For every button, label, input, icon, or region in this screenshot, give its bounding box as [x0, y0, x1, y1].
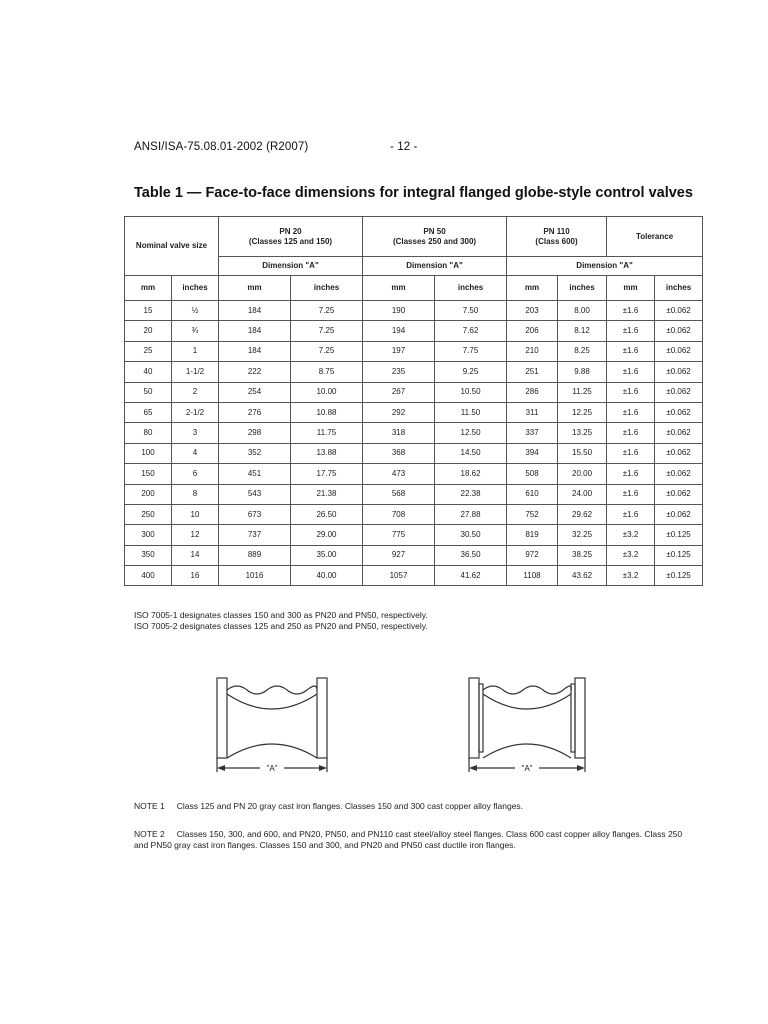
table-cell: 14.50: [435, 443, 507, 463]
table-cell: 25: [125, 341, 172, 361]
table-cell: ±0.062: [655, 504, 703, 524]
table-cell: ±1.6: [607, 341, 655, 361]
table-cell: 20.00: [558, 464, 607, 484]
table-cell: 286: [507, 382, 558, 402]
unit-header: mm: [125, 276, 172, 301]
note-label: NOTE 2: [134, 829, 165, 839]
table-cell: ±0.062: [655, 382, 703, 402]
table-row: [125, 301, 703, 321]
table-cell: ±1.6: [607, 484, 655, 504]
table-cell: 6: [172, 464, 219, 484]
dimension-label: "A": [266, 764, 278, 773]
table-cell: 11.75: [291, 423, 363, 443]
table-cell: 300: [125, 525, 172, 545]
table-cell: 35.00: [291, 545, 363, 565]
table-cell: 7.25: [291, 321, 363, 341]
table-cell: 7.62: [435, 321, 507, 341]
table-cell: ±0.062: [655, 423, 703, 443]
table-cell: ±0.062: [655, 443, 703, 463]
table-cell: ±1.6: [607, 443, 655, 463]
unit-header: inches: [172, 276, 219, 301]
table-cell: 2: [172, 382, 219, 402]
table-cell: 7.25: [291, 341, 363, 361]
table-cell: 3: [172, 423, 219, 443]
table-cell: ±0.062: [655, 321, 703, 341]
table-cell: 29.00: [291, 525, 363, 545]
table-cell: 184: [219, 341, 291, 361]
table-cell: 251: [507, 362, 558, 382]
table-cell: 18.62: [435, 464, 507, 484]
table-cell: 15: [125, 301, 172, 321]
table-cell: 150: [125, 464, 172, 484]
top-wavy-line: [483, 686, 571, 694]
table-cell: 543: [219, 484, 291, 504]
table-row: [125, 566, 703, 586]
unit-header: mm: [507, 276, 558, 301]
table-cell: 8.00: [558, 301, 607, 321]
tolerance-header: Tolerance: [607, 217, 703, 257]
table-cell: 16: [172, 566, 219, 586]
table-cell: ±1.6: [607, 423, 655, 443]
table-cell: ±1.6: [607, 402, 655, 422]
table-cell: 889: [219, 545, 291, 565]
table-cell: 21.38: [291, 484, 363, 504]
left-raised-face: [479, 684, 483, 752]
table-cell: ±0.062: [655, 341, 703, 361]
table-cell: 298: [219, 423, 291, 443]
table-cell: ±1.6: [607, 464, 655, 484]
standard-id: ANSI/ISA-75.08.01-2002 (R2007): [134, 141, 309, 153]
table-row: [125, 525, 703, 545]
table-cell: 235: [363, 362, 435, 382]
table-cell: 2-1/2: [172, 402, 219, 422]
table-cell: ±0.062: [655, 464, 703, 484]
table-cell: 7.25: [291, 301, 363, 321]
table-cell: 200: [125, 484, 172, 504]
nominal-size-header: Nominal valve size: [125, 217, 219, 276]
table-cell: 8.75: [291, 362, 363, 382]
table-cell: ±1.6: [607, 382, 655, 402]
table-cell: 15.50: [558, 443, 607, 463]
unit-header: inches: [655, 276, 703, 301]
page-number: - 12 -: [390, 141, 418, 153]
table-cell: 254: [219, 382, 291, 402]
note-label: NOTE 1: [134, 801, 165, 811]
table-cell: ±1.6: [607, 321, 655, 341]
note-text: Class 125 and PN 20 gray cast iron flanges. Classes 150 and 300 cast copper alloy flanges.: [176, 801, 524, 811]
dimensions-table-body: [125, 301, 703, 586]
table-cell: 368: [363, 443, 435, 463]
top-wavy-line: [227, 686, 317, 694]
table-cell: 473: [363, 464, 435, 484]
table-cell: 11.25: [558, 382, 607, 402]
pn20-dimension-header: Dimension "A": [219, 257, 363, 276]
table-cell: 24.00: [558, 484, 607, 504]
table-row: [125, 321, 703, 341]
right-flange: [317, 678, 327, 758]
table-cell: 12: [172, 525, 219, 545]
table-cell: 775: [363, 525, 435, 545]
table-cell: 394: [507, 443, 558, 463]
table-cell: 210: [507, 341, 558, 361]
table-cell: 65: [125, 402, 172, 422]
left-flange: [217, 678, 227, 758]
unit-header: inches: [558, 276, 607, 301]
table-cell: ±0.125: [655, 525, 703, 545]
left-flange: [469, 678, 479, 758]
right-flange: [575, 678, 585, 758]
table-cell: 1: [172, 341, 219, 361]
table-cell: 927: [363, 545, 435, 565]
table-cell: 1108: [507, 566, 558, 586]
arrow-left-icon: [469, 765, 477, 771]
table-cell: 40.00: [291, 566, 363, 586]
note-text: Classes 150, 300, and 600, and PN20, PN50, and PN110 cast steel/alloy steel flanges. Class 600 cast copper alloy flanges. Class 250 and PN50 gray cast iron flanges. Classes 150 and 300, and PN20 and PN50 cast ductile iron flanges.: [134, 829, 683, 850]
table-cell: 352: [219, 443, 291, 463]
table-cell: 4: [172, 443, 219, 463]
table-row: [125, 362, 703, 382]
table-cell: 27.88: [435, 504, 507, 524]
table-row: [125, 464, 703, 484]
table-cell: ±1.6: [607, 301, 655, 321]
table-cell: 32.25: [558, 525, 607, 545]
pn50-dimension-header: Dimension "A": [363, 257, 507, 276]
unit-header: mm: [219, 276, 291, 301]
table-cell: ±0.062: [655, 362, 703, 382]
table-row: [125, 423, 703, 443]
table-cell: 194: [363, 321, 435, 341]
table-cell: 292: [363, 402, 435, 422]
table-cell: 10: [172, 504, 219, 524]
table-cell: 13.88: [291, 443, 363, 463]
table-row: [125, 484, 703, 504]
pn50-header: PN 50 (Classes 250 and 300): [363, 217, 507, 257]
table-cell: ±0.125: [655, 566, 703, 586]
table-cell: 250: [125, 504, 172, 524]
table-cell: 972: [507, 545, 558, 565]
table-cell: 451: [219, 464, 291, 484]
table-cell: 8: [172, 484, 219, 504]
table-cell: 36.50: [435, 545, 507, 565]
table-row: [125, 402, 703, 422]
table-cell: 80: [125, 423, 172, 443]
table-cell: 206: [507, 321, 558, 341]
body-lower-curve: [483, 744, 571, 758]
table-cell: 20: [125, 321, 172, 341]
table-row: [125, 545, 703, 565]
table-cell: ±0.062: [655, 301, 703, 321]
table-cell: 9.88: [558, 362, 607, 382]
flange-diagram-raised-face: [462, 664, 592, 776]
table-cell: 610: [507, 484, 558, 504]
table-cell: 40: [125, 362, 172, 382]
right-raised-face: [571, 684, 575, 752]
page-header: [134, 141, 418, 153]
table-cell: 568: [363, 484, 435, 504]
table-row: [125, 382, 703, 402]
table-cell: ±0.062: [655, 484, 703, 504]
table-cell: 11.50: [435, 402, 507, 422]
table-cell: ½: [172, 301, 219, 321]
table-cell: 50: [125, 382, 172, 402]
table-cell: ¾: [172, 321, 219, 341]
table-cell: ±3.2: [607, 566, 655, 586]
table-cell: 8.12: [558, 321, 607, 341]
table-cell: 10.88: [291, 402, 363, 422]
table-cell: ±1.6: [607, 362, 655, 382]
table-cell: 203: [507, 301, 558, 321]
table-cell: 318: [363, 423, 435, 443]
table-cell: 1057: [363, 566, 435, 586]
body-upper-curve: [227, 694, 317, 709]
flange-diagram-plain: [210, 664, 330, 776]
table-cell: 12.50: [435, 423, 507, 443]
table-cell: 7.50: [435, 301, 507, 321]
table-cell: 400: [125, 566, 172, 586]
table-cell: 311: [507, 402, 558, 422]
note-2: [134, 829, 694, 851]
table-cell: 276: [219, 402, 291, 422]
table-cell: 190: [363, 301, 435, 321]
table-cell: 10.00: [291, 382, 363, 402]
table-cell: 508: [507, 464, 558, 484]
pn20-header: PN 20 (Classes 125 and 150): [219, 217, 363, 257]
table-cell: 267: [363, 382, 435, 402]
table-cell: 752: [507, 504, 558, 524]
iso-note: ISO 7005-1 designates classes 150 and 300 as PN20 and PN50, respectively.: [134, 610, 428, 620]
table-row: [125, 504, 703, 524]
table-cell: 819: [507, 525, 558, 545]
body-upper-curve: [483, 694, 571, 709]
table-row: [125, 341, 703, 361]
unit-header: mm: [607, 276, 655, 301]
table-cell: 26.50: [291, 504, 363, 524]
table-cell: 30.50: [435, 525, 507, 545]
note-1: [134, 801, 694, 812]
table-cell: 337: [507, 423, 558, 443]
table-cell: 1-1/2: [172, 362, 219, 382]
table-cell: 17.75: [291, 464, 363, 484]
table-cell: 222: [219, 362, 291, 382]
table-cell: 9.25: [435, 362, 507, 382]
table-cell: 7.75: [435, 341, 507, 361]
table-cell: 673: [219, 504, 291, 524]
table-cell: 22.38: [435, 484, 507, 504]
arrow-right-icon: [319, 765, 327, 771]
iso-notes: [134, 610, 428, 632]
table-title: Table 1 — Face-to-face dimensions for integral flanged globe-style control valves: [134, 185, 693, 201]
table-cell: 100: [125, 443, 172, 463]
arrow-right-icon: [577, 765, 585, 771]
pn110-header: PN 110 (Class 600): [507, 217, 607, 257]
table-cell: 737: [219, 525, 291, 545]
table-cell: 29.62: [558, 504, 607, 524]
table-cell: ±3.2: [607, 545, 655, 565]
table-cell: 43.62: [558, 566, 607, 586]
table-row: [125, 443, 703, 463]
table-cell: ±1.6: [607, 504, 655, 524]
table-cell: 14: [172, 545, 219, 565]
table-cell: 13.25: [558, 423, 607, 443]
table-cell: 350: [125, 545, 172, 565]
body-lower-curve: [227, 744, 317, 758]
table-cell: ±3.2: [607, 525, 655, 545]
table-cell: 197: [363, 341, 435, 361]
table-cell: 38.25: [558, 545, 607, 565]
table-cell: 708: [363, 504, 435, 524]
table-cell: 12.25: [558, 402, 607, 422]
unit-header: inches: [435, 276, 507, 301]
table-cell: 10.50: [435, 382, 507, 402]
iso-note: ISO 7005-2 designates classes 125 and 250 as PN20 and PN50, respectively.: [134, 621, 428, 631]
table-cell: 41.62: [435, 566, 507, 586]
table-cell: 1016: [219, 566, 291, 586]
unit-header: mm: [363, 276, 435, 301]
dimensions-table: [124, 216, 703, 586]
dimension-label: "A": [521, 764, 533, 773]
table-cell: 184: [219, 301, 291, 321]
pn110-dimension-header: Dimension "A": [507, 257, 703, 276]
arrow-left-icon: [217, 765, 225, 771]
table-cell: ±0.125: [655, 545, 703, 565]
table-cell: 8.25: [558, 341, 607, 361]
table-cell: 184: [219, 321, 291, 341]
table-cell: ±0.062: [655, 402, 703, 422]
unit-header: inches: [291, 276, 363, 301]
